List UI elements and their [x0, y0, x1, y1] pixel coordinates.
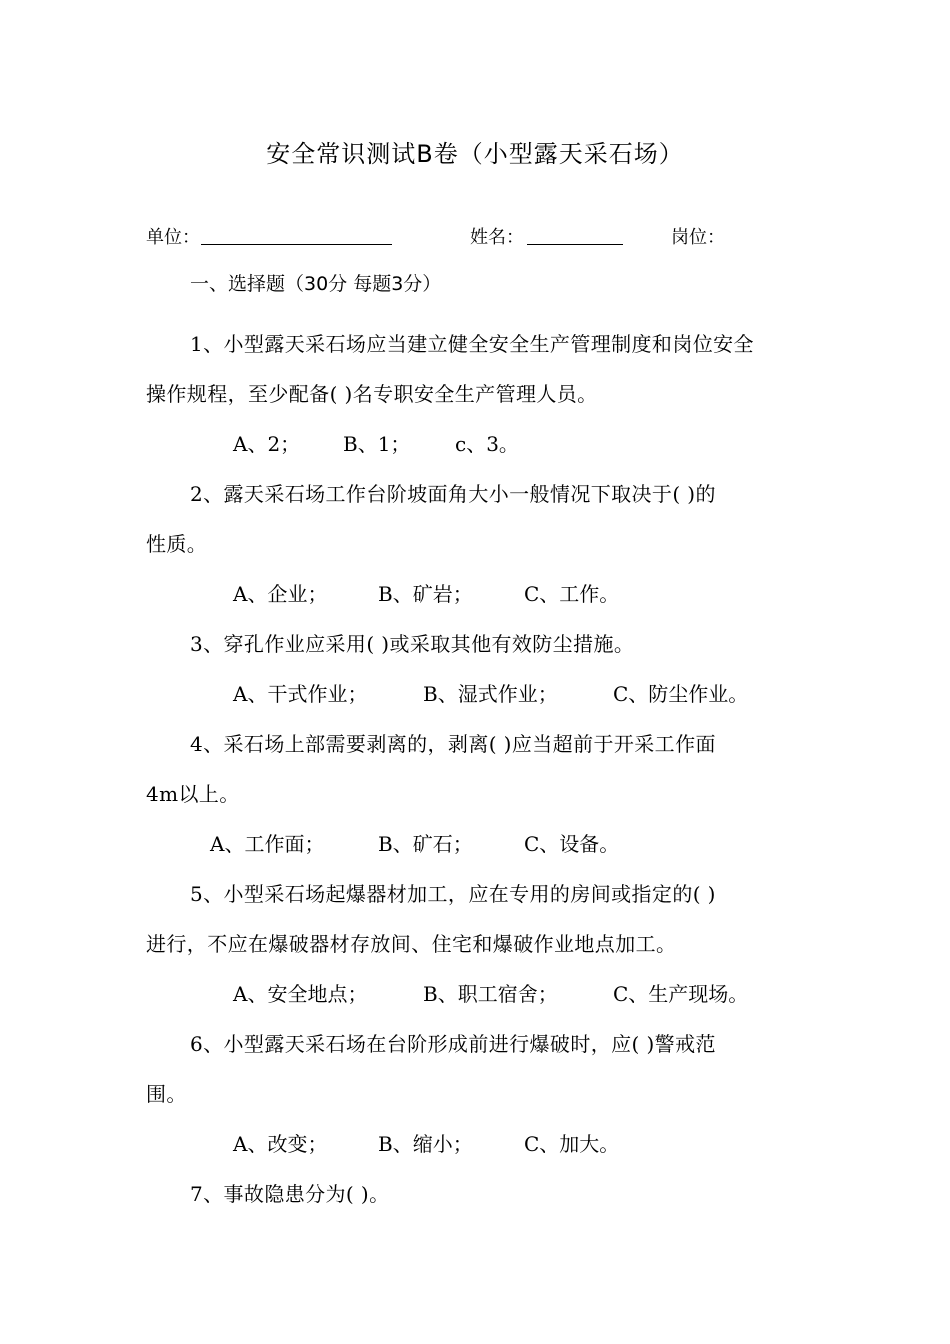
option-c: c、3。: [455, 432, 519, 456]
option-c: C、加大。: [524, 1132, 620, 1156]
section-heading: 一、选择题（30分 每题3分）: [190, 273, 442, 295]
question-text-line: 4、采石场上部需要剥离的，剥离( )应当超前于开采工作面: [190, 732, 716, 756]
question-text-line: 1、小型露天采石场应当建立健全安全生产管理制度和岗位安全: [190, 332, 754, 356]
unit-label: 单位：: [146, 227, 200, 248]
option-a: A、安全地点；: [233, 982, 368, 1006]
option-b: B、矿岩；: [378, 582, 473, 606]
name-label: 姓名：: [470, 227, 524, 248]
question-text-line: 7、事故隐患分为( )。: [190, 1182, 390, 1206]
option-b: B、矿石；: [378, 832, 473, 856]
unit-blank-line: [201, 244, 392, 245]
option-b: B、职工宿舍；: [423, 982, 558, 1006]
option-a: A、干式作业；: [233, 682, 368, 706]
option-c: C、防尘作业。: [613, 682, 749, 706]
question-text-line: 3、穿孔作业应采用( )或采取其他有效防尘措施。: [190, 632, 635, 656]
option-b: B、湿式作业；: [423, 682, 558, 706]
option-c: C、生产现场。: [613, 982, 749, 1006]
option-a: A、2；: [233, 432, 301, 456]
name-blank-line: [527, 244, 623, 245]
option-a: A、工作面；: [210, 832, 325, 856]
question-text-line: 6、小型露天采石场在台阶形成前进行爆破时，应( )警戒范: [190, 1032, 716, 1056]
option-b: B、缩小；: [378, 1132, 473, 1156]
option-a: A、企业；: [233, 582, 328, 606]
question-text-line: 进行，不应在爆破器材存放间、住宅和爆破作业地点加工。: [146, 932, 677, 956]
option-c: C、设备。: [524, 832, 620, 856]
question-text-line: 围。: [146, 1082, 187, 1106]
question-text-line: 5、小型采石场起爆器材加工，应在专用的房间或指定的( ): [190, 882, 716, 906]
page-title: 安全常识测试B卷（小型露天采石场）: [266, 140, 684, 168]
question-text-line: 2、露天采石场工作台阶坡面角大小一般情况下取决于( )的: [190, 482, 716, 506]
question-text-line: 4m以上。: [146, 782, 240, 806]
option-a: A、改变；: [233, 1132, 328, 1156]
question-text-line: 性质。: [146, 532, 208, 556]
option-c: C、工作。: [524, 582, 620, 606]
option-b: B、1；: [343, 432, 411, 456]
post-label: 岗位：: [671, 227, 725, 248]
question-text-line: 操作规程，至少配备( )名专职安全生产管理人员。: [146, 382, 598, 406]
